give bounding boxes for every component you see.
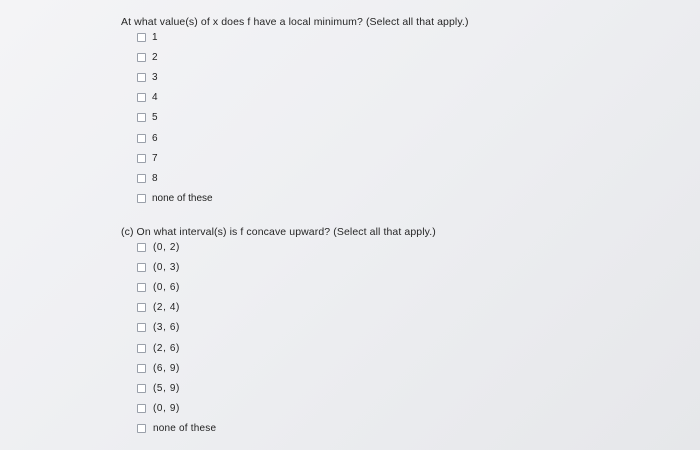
- checkbox[interactable]: [137, 53, 146, 62]
- option-interval-3-6[interactable]: [137, 320, 180, 334]
- checkbox[interactable]: [137, 134, 146, 143]
- option-x-4[interactable]: [137, 90, 158, 104]
- checkbox[interactable]: [137, 404, 146, 413]
- checkbox[interactable]: [137, 364, 146, 373]
- checkbox[interactable]: [137, 263, 146, 272]
- option-x-7[interactable]: [137, 151, 158, 165]
- option-interval-0-9[interactable]: [137, 401, 180, 415]
- option-x-6[interactable]: [137, 131, 158, 145]
- option-label: 7: [152, 152, 158, 164]
- option-label: (0, 2): [153, 241, 180, 253]
- checkbox[interactable]: [137, 194, 146, 203]
- checkbox[interactable]: [137, 344, 146, 353]
- option-interval-0-3[interactable]: [137, 260, 180, 274]
- option-interval-0-6[interactable]: [137, 280, 180, 294]
- option-label: (0, 3): [153, 261, 180, 273]
- option-x-2[interactable]: [137, 50, 158, 64]
- option-interval-0-2[interactable]: [137, 240, 180, 254]
- checkbox[interactable]: [137, 384, 146, 393]
- option-label: none of these: [152, 192, 213, 204]
- option-none-of-these-concave[interactable]: [137, 421, 216, 435]
- option-interval-2-4[interactable]: [137, 300, 180, 314]
- option-x-1[interactable]: [137, 30, 158, 44]
- checkbox[interactable]: [137, 283, 146, 292]
- option-label: (0, 6): [153, 281, 180, 293]
- question-local-minimum: At what value(s) of x does f have a local minimum? (Select all that apply.): [121, 16, 469, 28]
- checkbox[interactable]: [137, 323, 146, 332]
- option-label: 8: [152, 172, 158, 184]
- checkbox[interactable]: [137, 33, 146, 42]
- checkbox[interactable]: [137, 113, 146, 122]
- option-interval-2-6[interactable]: [137, 341, 180, 355]
- checkbox[interactable]: [137, 243, 146, 252]
- option-label: (2, 6): [153, 342, 180, 354]
- option-interval-5-9[interactable]: [137, 381, 180, 395]
- question-concave-upward: (c) On what interval(s) is f concave upward? (Select all that apply.): [121, 226, 436, 238]
- option-label: 5: [152, 111, 158, 123]
- option-none-of-these[interactable]: [137, 191, 213, 205]
- option-interval-6-9[interactable]: [137, 361, 180, 375]
- option-x-8[interactable]: [137, 171, 158, 185]
- option-label: 3: [152, 71, 158, 83]
- checkbox[interactable]: [137, 303, 146, 312]
- checkbox[interactable]: [137, 73, 146, 82]
- option-label: (3, 6): [153, 321, 180, 333]
- option-label: (0, 9): [153, 402, 180, 414]
- option-label: 2: [152, 51, 158, 63]
- option-label: 4: [152, 91, 158, 103]
- checkbox[interactable]: [137, 424, 146, 433]
- option-label: (5, 9): [153, 382, 180, 394]
- option-label: (2, 4): [153, 301, 180, 313]
- checkbox[interactable]: [137, 154, 146, 163]
- option-x-5[interactable]: [137, 110, 158, 124]
- option-x-3[interactable]: [137, 70, 158, 84]
- checkbox[interactable]: [137, 93, 146, 102]
- option-label: 6: [152, 132, 158, 144]
- option-label: none of these: [153, 422, 217, 434]
- checkbox[interactable]: [137, 174, 146, 183]
- option-label: 1: [152, 31, 158, 43]
- option-label: (6, 9): [153, 362, 180, 374]
